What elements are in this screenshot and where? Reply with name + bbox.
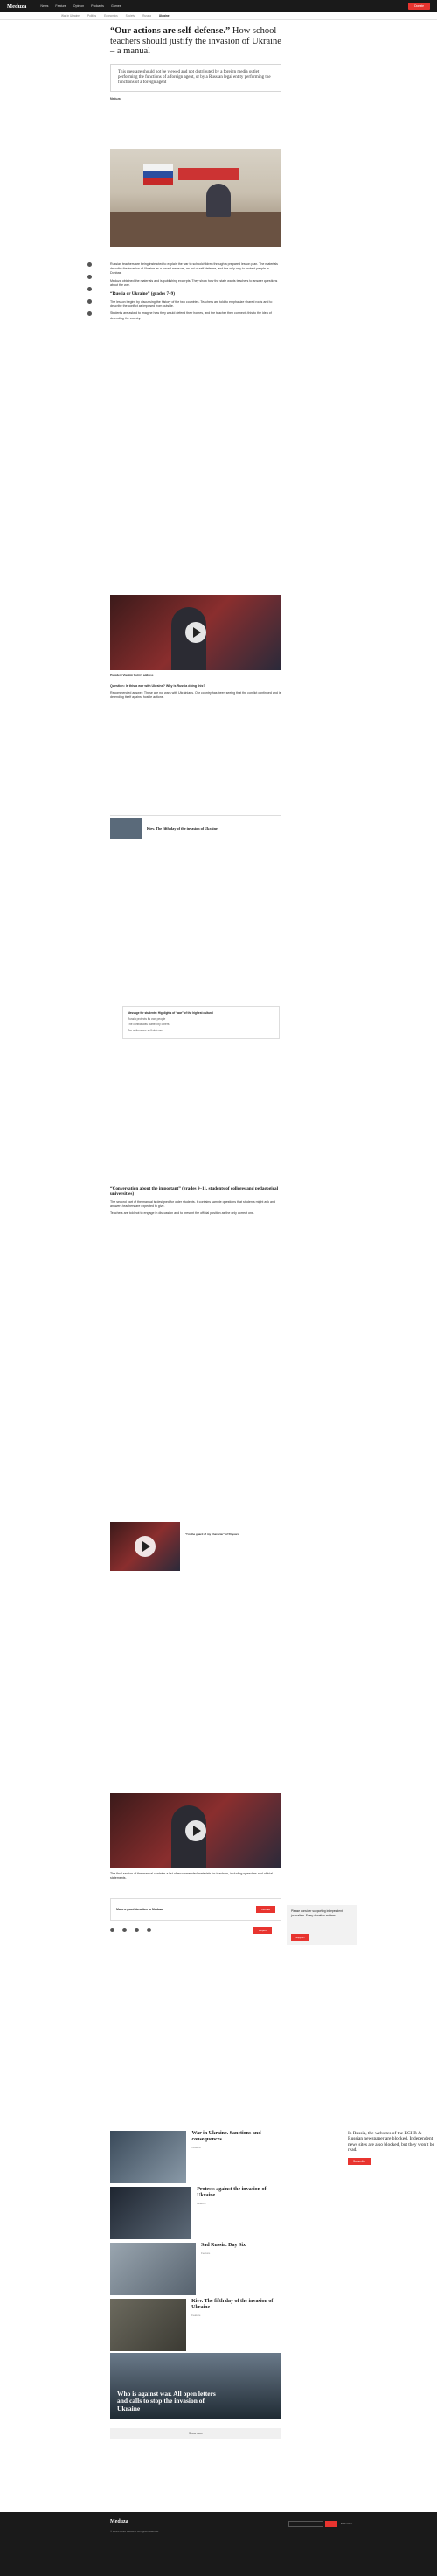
related-thumbnail bbox=[110, 818, 142, 839]
aside-text: In Russia, the websites of the ECHR & Russian newspaper are blocked. Independent news sites are also blocked, but they won’t be read. bbox=[348, 2131, 434, 2154]
site-logo[interactable]: Meduza bbox=[7, 3, 27, 10]
article-body-3 bbox=[110, 1183, 281, 1219]
subnav-item[interactable]: Economics bbox=[104, 14, 118, 17]
sub-nav bbox=[0, 12, 437, 20]
nav-item-news[interactable]: News bbox=[40, 4, 49, 8]
quote-line: Russia protects its own people bbox=[128, 1016, 166, 1021]
facebook-icon[interactable] bbox=[87, 262, 92, 267]
video-caption: “I’m the guard of my character” of 50 years bbox=[185, 1532, 239, 1536]
foreign-agent-notice: This message should not be viewed and not distributed by a foreign media outlet performing the functions of a foreign agent, or by a Russian legal entity performing the functions of a foreign agent bbox=[110, 64, 281, 92]
related-title[interactable]: Kiev. The fifth day of the invasion of Ukraine bbox=[147, 826, 218, 831]
article-header bbox=[110, 26, 281, 101]
footer-text: © 2014–2022 Meduza. All rights reserved. bbox=[110, 2530, 159, 2533]
nav-item-opinion[interactable]: Opinion bbox=[73, 4, 85, 8]
video-player[interactable] bbox=[110, 595, 281, 670]
support-button[interactable]: Support bbox=[291, 1934, 309, 1941]
related-article[interactable] bbox=[110, 815, 281, 841]
paragraph: Russian teachers are being instructed to explain the war to schoolchildren through a prepared lesson plan. The materials describe the invasion of Ukraine as a forced measure, an act of self-defense, and the only way to protect people in Donbas. bbox=[110, 262, 278, 276]
flag-stripe-white bbox=[143, 164, 173, 171]
nav-item-feature[interactable]: Feature bbox=[55, 4, 66, 8]
aside-button[interactable]: Subscribe bbox=[348, 2158, 371, 2165]
subnav-item-active[interactable]: Ukraine bbox=[158, 14, 170, 17]
paragraph: The final section of the manual contains a list of recommended materials for teachers, including speeches and official statements. bbox=[110, 1872, 273, 1881]
donation-button[interactable]: Donate bbox=[256, 1906, 275, 1913]
bottom-share bbox=[110, 1928, 151, 1932]
byline: Meduza bbox=[110, 96, 121, 101]
nav-item-games[interactable]: Games bbox=[110, 4, 121, 8]
feed-image bbox=[110, 2131, 186, 2183]
donate-button[interactable]: Donate bbox=[408, 3, 430, 10]
subnav-item[interactable]: Society bbox=[125, 14, 135, 17]
feed-meta: Feature bbox=[191, 2146, 201, 2149]
question: Question: Is this a war with Ukraine? Why is Russia doing this? bbox=[110, 684, 205, 688]
feed-image bbox=[110, 2187, 191, 2239]
desk-shape bbox=[110, 212, 281, 247]
show-more-button[interactable]: Show more bbox=[110, 2428, 281, 2439]
subnav-item[interactable]: Politics bbox=[87, 14, 97, 17]
quote-line: The conflict was started by others bbox=[128, 1023, 170, 1027]
footer bbox=[0, 2512, 437, 2576]
vk-icon[interactable] bbox=[147, 1928, 151, 1932]
play-icon[interactable] bbox=[135, 1536, 156, 1557]
support-text: Please consider supporting independent journalism. Every donation matters. bbox=[291, 1909, 343, 1917]
paragraph: The lesson begins by discussing the history of the two countries. Teachers are told to emphasize shared roots and to describe the conflict as imposed from outside. bbox=[110, 300, 273, 309]
article-headline bbox=[110, 26, 281, 57]
play-icon[interactable] bbox=[185, 622, 206, 643]
feed-image bbox=[110, 2243, 196, 2295]
facebook-icon[interactable] bbox=[110, 1928, 114, 1932]
video-player-small[interactable] bbox=[110, 1522, 180, 1571]
subnav-item[interactable]: War in Ukraine bbox=[61, 14, 80, 17]
feed-title[interactable]: Sad Russia. Day Six bbox=[201, 2243, 246, 2248]
subscribe-label: Subscribe bbox=[341, 2522, 353, 2525]
blocked-sites-aside bbox=[348, 2131, 435, 2165]
headline-bold: “Our actions are self-defense.” bbox=[110, 26, 231, 36]
feed-image bbox=[110, 2299, 186, 2351]
paragraph: Students are asked to imagine how they would defend their homes, and the teacher then connects this to the idea of defending the country. bbox=[110, 311, 272, 320]
subnav-item[interactable]: Russia bbox=[142, 14, 151, 17]
quote-line: Our actions are self-defense bbox=[128, 1028, 163, 1032]
telegram-icon[interactable] bbox=[87, 287, 92, 291]
feed-title[interactable]: Protests against the invasion of Ukraine bbox=[197, 2187, 267, 2198]
feed-item[interactable] bbox=[110, 2243, 281, 2295]
flag-stripe-red bbox=[143, 178, 173, 185]
report-button[interactable]: Report bbox=[253, 1927, 272, 1934]
banner-shape bbox=[178, 168, 239, 180]
video-player[interactable] bbox=[110, 1793, 281, 1868]
feed-item[interactable] bbox=[110, 2131, 281, 2183]
feed-meta: Feature bbox=[191, 2314, 201, 2317]
person-shape bbox=[206, 184, 231, 217]
article-body-1 bbox=[110, 262, 281, 324]
feed-title[interactable]: War in Ukraine. Sanctions and consequences bbox=[191, 2131, 261, 2142]
subscribe-button[interactable] bbox=[325, 2521, 337, 2527]
answer: Recommended answer: These are not wars with Ukrainians. Our country has been seeing that the conflict continued and is defending itself against hostile actions. bbox=[110, 691, 281, 700]
paragraph: The second part of the manual is designed for older students. It contains sample questions that students might ask and answers teachers are expected to give. bbox=[110, 1200, 275, 1209]
feed-meta: Feature bbox=[197, 2202, 206, 2205]
section-heading: “Conversation about the important” (grades 9–11, students of colleges and pedagogical universities) bbox=[110, 1186, 279, 1197]
feed-title[interactable]: Kiev. The fifth day of the invasion of Ukraine bbox=[191, 2299, 274, 2310]
section-heading: “Russia or Ukraine” (grades 7–9) bbox=[110, 291, 175, 297]
featured-title[interactable]: Who is against war. All open letters and calls to stop the invasion of Ukraine bbox=[117, 2389, 216, 2412]
twitter-icon[interactable] bbox=[87, 275, 92, 279]
feed-item[interactable] bbox=[110, 2299, 281, 2351]
paragraph: Teachers are told not to engage in discussion and to present the official position as the only correct one. bbox=[110, 1211, 254, 1216]
play-icon[interactable] bbox=[185, 1820, 206, 1841]
video-caption: President Vladimir Putin’s address bbox=[110, 674, 154, 677]
quote-box bbox=[122, 1006, 280, 1039]
link-icon[interactable] bbox=[87, 311, 92, 316]
donation-box bbox=[110, 1898, 281, 1921]
email-field[interactable] bbox=[288, 2521, 323, 2527]
featured-card[interactable] bbox=[110, 2353, 281, 2419]
hero-image bbox=[110, 149, 281, 247]
share-rail bbox=[87, 262, 92, 316]
vk-icon[interactable] bbox=[87, 299, 92, 304]
quote-box-title: Message for students: Highlights of “war” of the highest cultural bbox=[128, 1011, 213, 1015]
feed-item[interactable] bbox=[110, 2187, 281, 2239]
twitter-icon[interactable] bbox=[122, 1928, 127, 1932]
flag-stripe-blue bbox=[143, 171, 173, 178]
headline-rest: How school teachers should justify the invasion of Ukraine – a manual bbox=[110, 26, 281, 56]
telegram-icon[interactable] bbox=[135, 1928, 139, 1932]
article-body-2 bbox=[110, 684, 281, 703]
feed-meta: Feature bbox=[201, 2251, 211, 2255]
article-body-4 bbox=[110, 1872, 281, 1883]
nav-item-podcasts[interactable]: Podcasts bbox=[91, 4, 104, 8]
footer-logo[interactable]: Meduza bbox=[110, 2519, 128, 2524]
donation-text: Make a good donation to Meduza bbox=[116, 1908, 163, 1911]
paragraph: Meduza obtained the materials and is publishing excerpts. They show how the state wants teachers to answer questions about the war. bbox=[110, 278, 278, 287]
support-card bbox=[287, 1905, 357, 1945]
top-bar bbox=[0, 0, 437, 12]
main-nav bbox=[40, 4, 121, 8]
